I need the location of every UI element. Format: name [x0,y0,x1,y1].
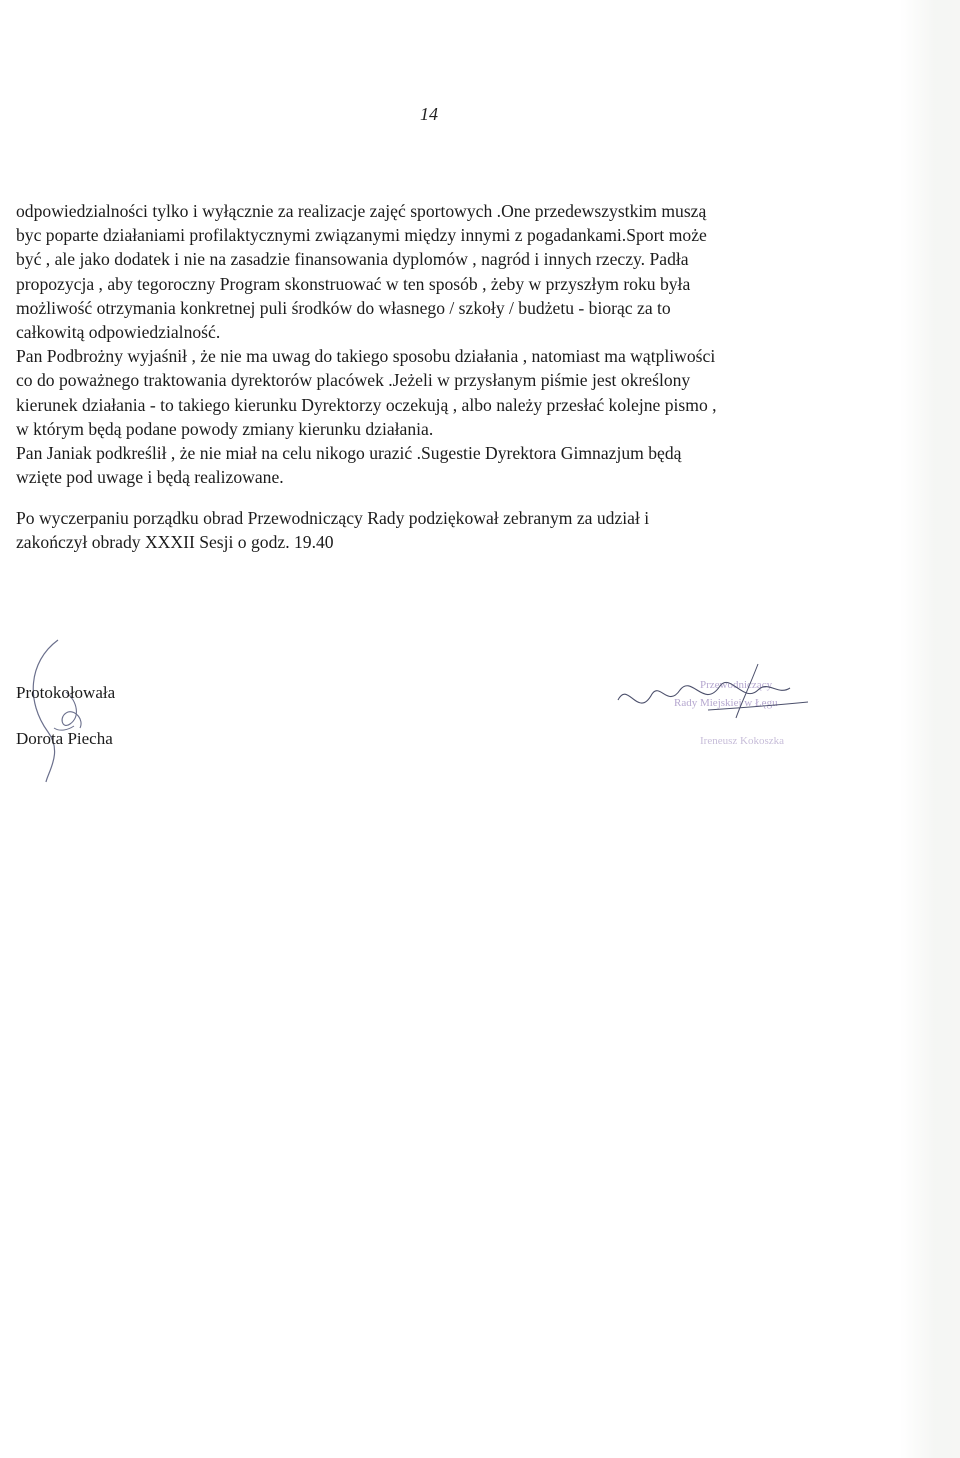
stamp-line-1: Przewodniczący [700,679,773,691]
text-line: byc poparte działaniami profilaktycznymi związanymi między innymi z pogadankami.Sport może [16,225,707,246]
text-line: być , ale jako dodatek i nie na zasadzie finansowania dyplomów , nagród i innych rzeczy. Padła [16,249,689,270]
scan-edge-shadow [900,0,960,1458]
protocol-name: Dorota Piecha [16,729,113,748]
text-line: możliwość otrzymania konkretnej puli środków do własnego / szkoły / budżetu - biorąc za to [16,297,671,318]
stamp-line-2: Rady Miejskiej w Łęgu [674,697,778,709]
page-number: 14 [420,104,438,124]
text-line: Pan Janiak podkreślił , że nie miał na celu nikogo urazić .Sugestie Dyrektora Gimnazjum będą [16,443,682,464]
text-line: kierunek działania - to takiego kierunku Dyrektorzy oczekują , albo należy przesłać kolejne pismo , [16,394,717,415]
text-line: co do poważnego traktowania dyrektorów placówek .Jeżeli w przysłanym piśmie jest określony [16,370,691,391]
text-line: odpowiedzialności tylko i wyłącznie za realizacje zajęć sportowych .One przedewszystkim muszą [16,201,707,221]
text-line: zakończył obrady XXXII Sesji o godz. 19.40 [16,532,334,553]
chairman-stamp [608,660,848,760]
text-line: Pan Podbrożny wyjaśnił , że nie ma uwag do takiego sposobu działania , natomiast ma wątpliwości [16,346,716,367]
protocol-block [16,670,115,762]
text-line: propozycja , aby tegoroczny Program skonstruować w ten sposób , żeby w przyszłym roku była [16,273,691,294]
protocol-role: Protokołowała [16,683,116,702]
body-paragraph [16,199,846,489]
text-line: w którym będą podane powody zmiany kierunku działania. [16,418,434,439]
closing-paragraph [16,506,846,554]
text-line: całkowitą odpowiedzialność. [16,322,221,343]
stamp-line-3: Ireneusz Kokoszka [700,735,784,747]
text-line: wzięte pod uwage i będą realizowane. [16,467,284,488]
text-line: Po wyczerpaniu porządku obrad Przewodniczący Rady podziękował zebranym za udział i [16,508,650,528]
